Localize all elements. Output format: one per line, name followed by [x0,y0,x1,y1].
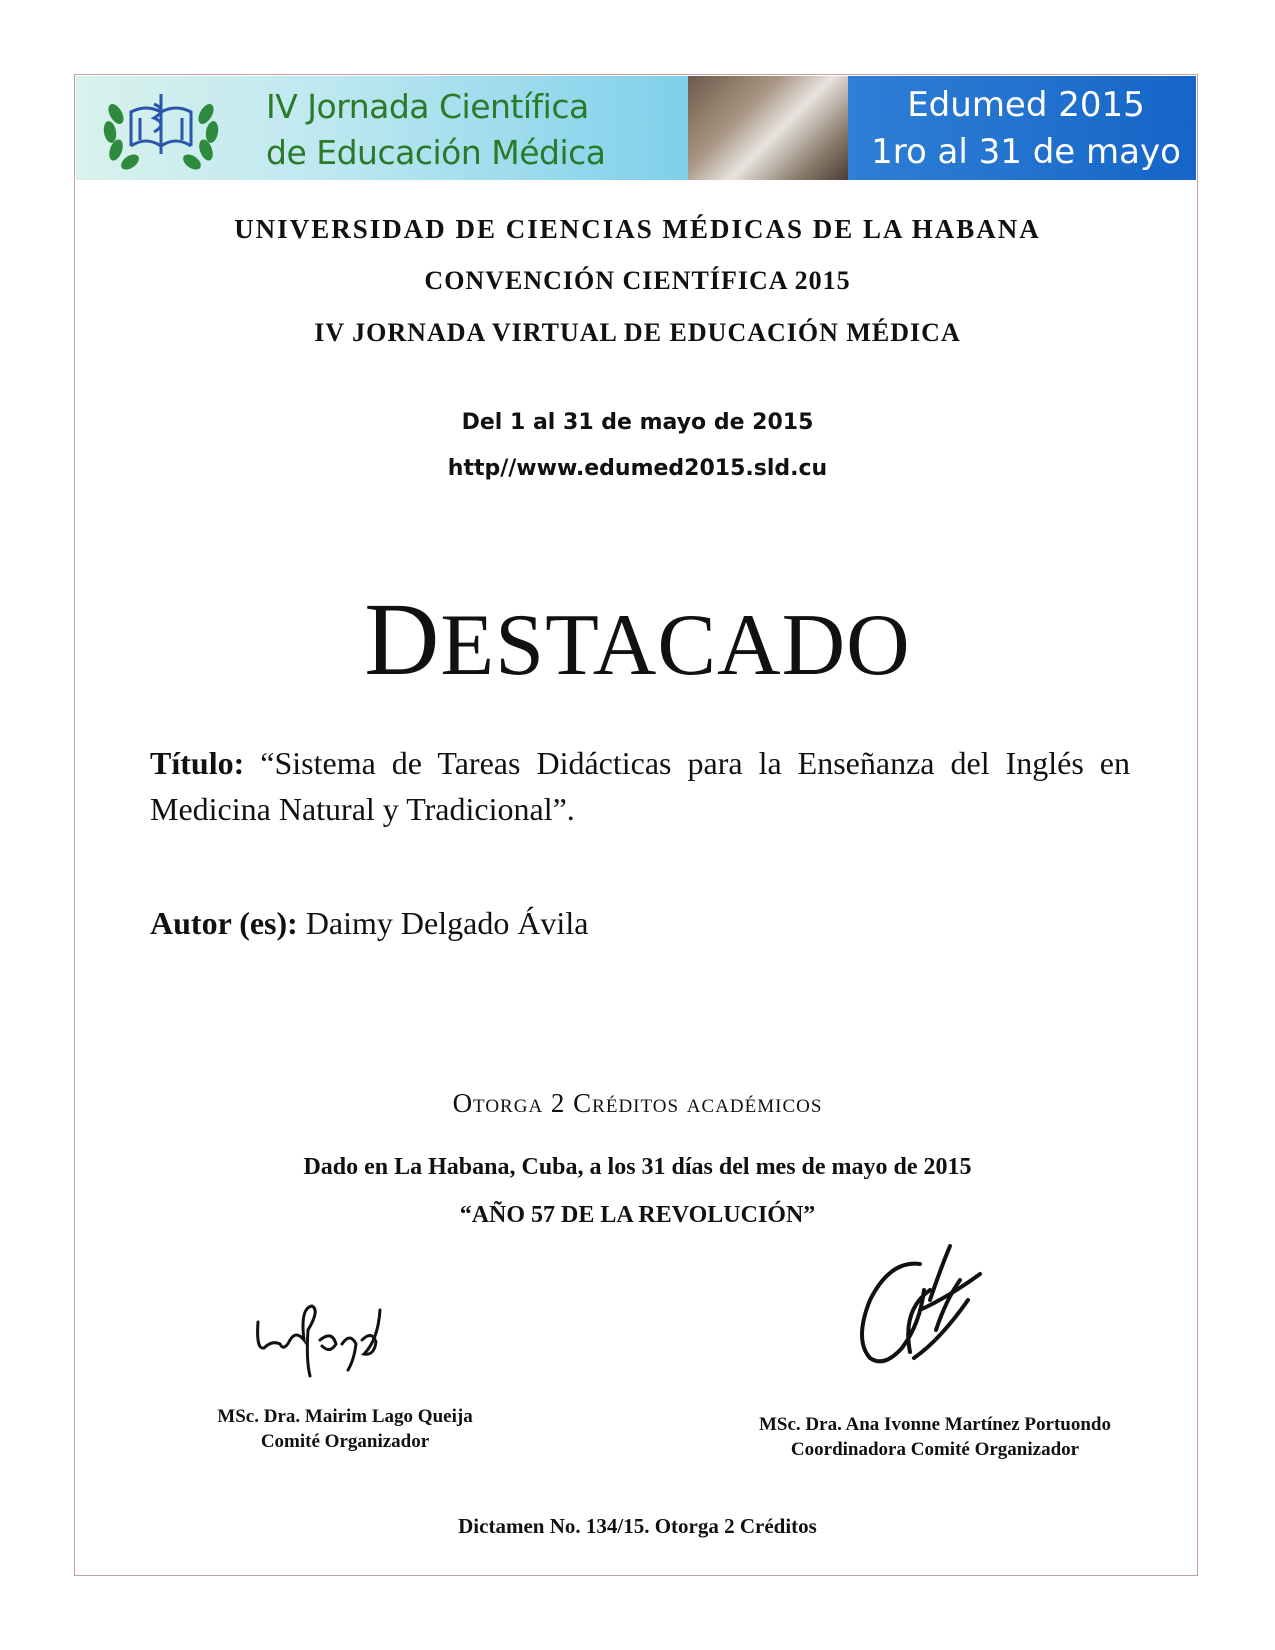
award-rest: ESTACADO [440,597,911,694]
award-title [0,580,1275,699]
given-place-date: Dado en La Habana, Cuba, a los 31 días del mes de mayo de 2015 [303,1154,972,1180]
title-value: “Sistema de Tareas Didácticas para la Enseñanza del Inglés en Medicina Natural y Tradicional”. [150,745,1131,827]
author-label: Autor (es): [150,905,298,941]
award-initial: D [364,582,441,697]
credits-line: Otorga 2 Créditos académicos [452,1088,823,1118]
banner-event-line1: Edumed 2015 [907,85,1145,125]
banner-title-line2: de Educación Médica [266,133,606,172]
event-url: http//www.edumed2015.sld.cu [447,456,828,481]
banner-event-dates [866,82,1186,176]
author-value: Daimy Delgado Ávila [305,905,589,941]
signature-right [850,1240,990,1390]
work-title [150,740,1130,832]
title-label: Título: [150,745,245,781]
dictamen-line: Dictamen No. 134/15. Otorga 2 Créditos [458,1514,817,1538]
signature-left [250,1300,410,1380]
banner-event-line2: 1ro al 31 de mayo [871,132,1181,172]
event-dates: Del 1 al 31 de mayo de 2015 [461,410,814,435]
convention-heading: CONVENCIÓN CIENTÍFICA 2015 [424,266,851,295]
work-author [150,900,1130,946]
signer-left-role: Comité Organizador [260,1431,430,1452]
signer-left [180,1404,510,1454]
laurel-book-logo-icon [96,84,226,174]
university-heading: UNIVERSIDAD DE CIENCIAS MÉDICAS DE LA HABANA [234,214,1041,244]
signer-left-name: MSc. Dra. Mairim Lago Queija [217,1406,473,1427]
event-banner [76,76,1196,180]
signer-right-role: Coordinadora Comité Organizador [790,1439,1080,1460]
jornada-heading: IV JORNADA VIRTUAL DE EDUCACIÓN MÉDICA [314,318,961,347]
signer-right [710,1412,1160,1462]
banner-title [266,84,605,176]
banner-title-line1: IV Jornada Científica [266,87,589,126]
signer-right-name: MSc. Dra. Ana Ivonne Martínez Portuondo [758,1414,1111,1435]
banner-photo [688,76,848,180]
revolution-year: “AÑO 57 DE LA REVOLUCIÓN” [459,1202,816,1228]
